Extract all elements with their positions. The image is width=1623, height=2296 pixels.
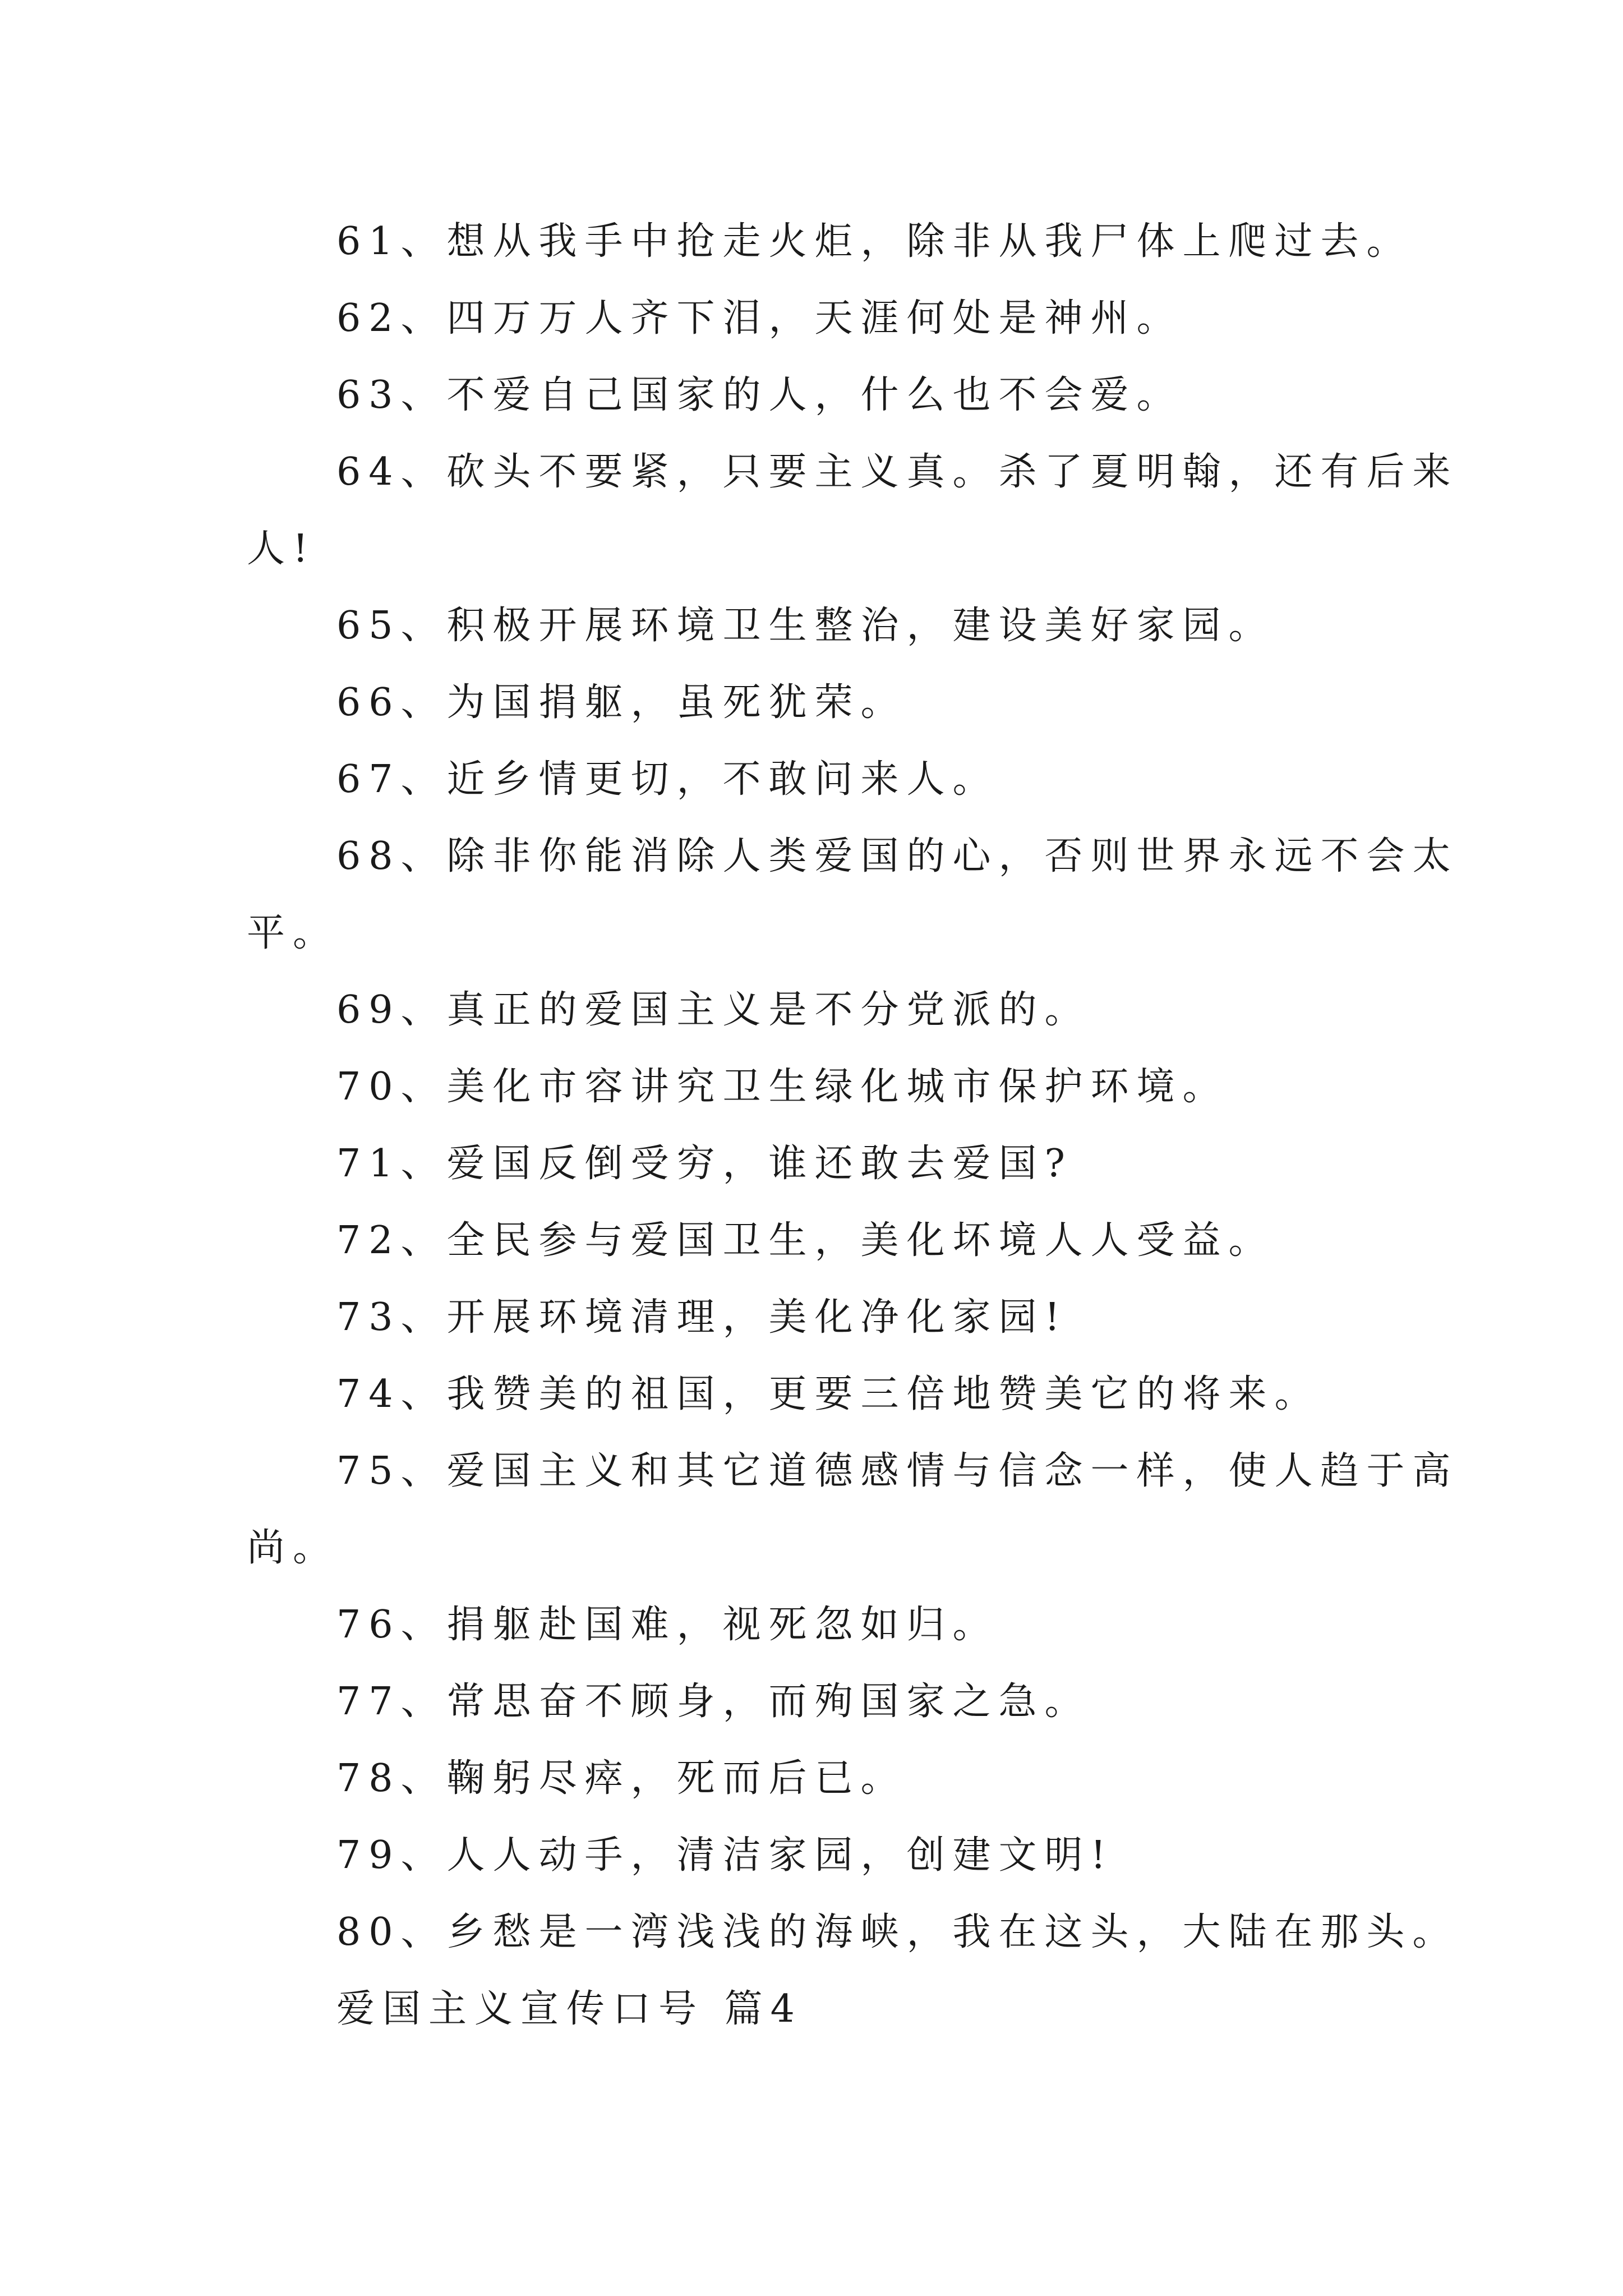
slogan-62: 62、四万万人齐下泪，天涯何处是神州。 — [336, 296, 1183, 341]
section-heading: 爱国主义宣传口号 篇4 — [336, 1987, 803, 2031]
slogan-65: 65、积极开展环境卫生整治，建设美好家园。 — [336, 604, 1275, 648]
slogan-72: 72、全民参与爱国卫生，美化坏境人人受益。 — [336, 1218, 1275, 1263]
slogan-77: 77、常思奋不顾身，而殉国家之急。 — [336, 1680, 1091, 1724]
slogan-64-continued: 人! — [247, 527, 316, 571]
slogan-78: 78、鞠躬尽瘁，死而后已。 — [336, 1756, 907, 1801]
slogan-61: 61、想从我手中抢走火炬，除非从我尸体上爬过去。 — [336, 219, 1413, 264]
slogan-80: 80、乡愁是一湾浅浅的海峡，我在这头，大陆在那头。 — [336, 1910, 1459, 1954]
slogan-71: 71、爱国反倒受穷，谁还敢去爱国? — [336, 1142, 1073, 1186]
slogan-74: 74、我赞美的祖国，更要三倍地赞美它的将来。 — [336, 1372, 1321, 1416]
slogan-69: 69、真正的爱国主义是不分党派的。 — [336, 988, 1091, 1032]
slogan-63: 63、不爱自己国家的人，什么也不会爱。 — [336, 373, 1183, 417]
slogan-75-continued: 尚。 — [247, 1526, 339, 1570]
slogan-76: 76、捐躯赴国难，视死忽如归。 — [336, 1603, 999, 1647]
slogan-67: 67、近乡情更切，不敢问来人。 — [336, 757, 999, 802]
slogan-68: 68、除非你能消除人类爱国的心，否则世界永远不会太 — [336, 834, 1459, 878]
slogan-79: 79、人人动手，清洁家园，创建文明! — [336, 1833, 1114, 1878]
slogan-64: 64、砍头不要紧，只要主义真。杀了夏明翰，还有后来 — [336, 450, 1459, 494]
document-body — [247, 203, 1459, 2047]
slogan-75: 75、爱国主义和其它道德感情与信念一样，使人趋于高 — [336, 1449, 1459, 1493]
slogan-70: 70、美化市容讲究卫生绿化城市保护环境。 — [336, 1065, 1229, 1109]
slogan-73: 73、开展环境清理，美化净化家园! — [336, 1295, 1068, 1340]
slogan-66: 66、为国捐躯，虽死犹荣。 — [336, 680, 907, 725]
slogan-68-continued: 平。 — [247, 911, 339, 955]
